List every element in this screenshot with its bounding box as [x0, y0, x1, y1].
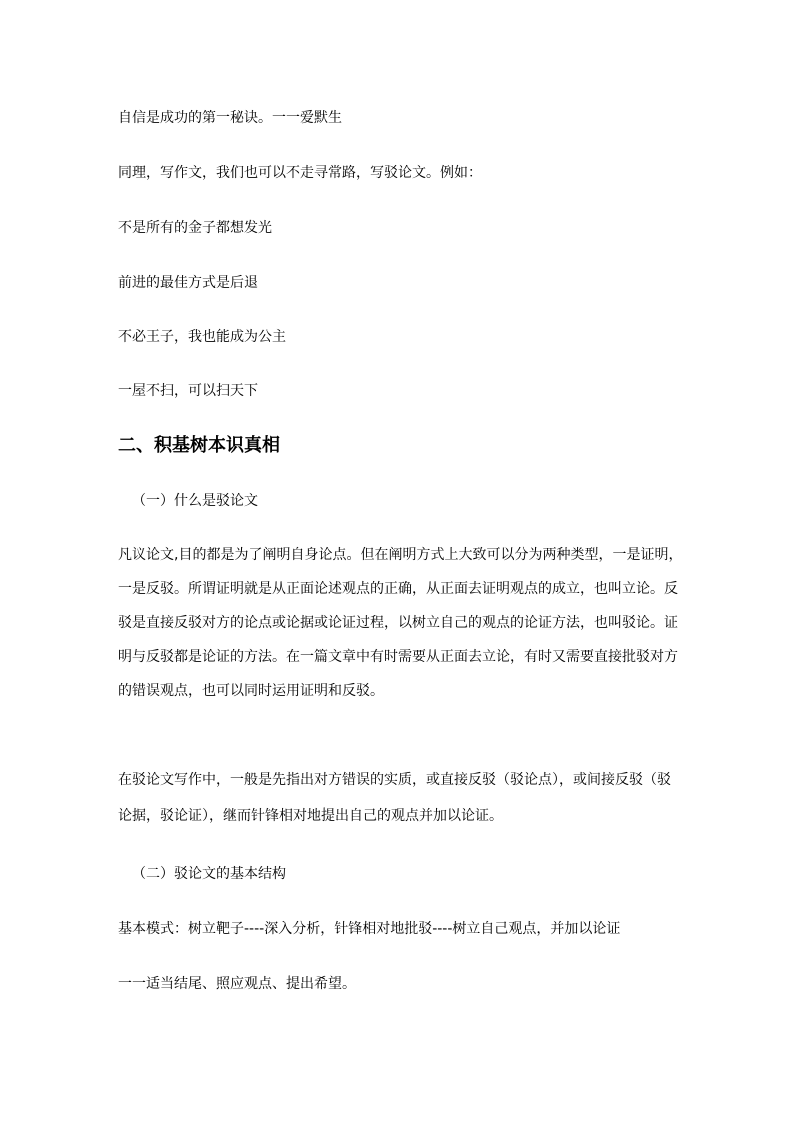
intro-line: 同理，写作文，我们也可以不走寻常路，写驳论文。例如：: [118, 165, 482, 181]
paragraph-line: 的错误观点，也可以同时运用证明和反驳。: [118, 683, 384, 699]
example-line: 不必王子，我也能成为公主: [118, 329, 286, 345]
paragraph-line: 明与反驳都是论证的方法。在一篇文章中有时需要从正面去立论，有时又需要直接批驳对方: [118, 649, 678, 665]
example-line: 不是所有的金子都想发光: [118, 220, 272, 236]
quote-line: 自信是成功的第一秘诀。一一爱默生: [118, 110, 342, 126]
subsection-title: （一）什么是驳论文: [132, 493, 258, 509]
paragraph-line: 驳是直接反驳对方的论点或论据或论证过程，以树立自己的观点的论证方法，也叫驳论。证: [118, 615, 678, 631]
structure-line: 一一适当结尾、照应观点、提出希望。: [118, 976, 356, 992]
subsection-title: （二）驳论文的基本结构: [132, 866, 286, 882]
example-line: 一屋不扫，可以扫天下: [118, 383, 258, 399]
paragraph-line: 在驳论文写作中，一般是先指出对方错误的实质，或直接反驳（驳论点），或间接反驳（驳: [118, 772, 671, 788]
structure-line: 基本模式：树立靶子----深入分析，针锋相对地批驳----树立自己观点，并加以论证: [118, 921, 621, 937]
paragraph-line: 一是反驳。所谓证明就是从正面论述观点的正确，从正面去证明观点的成立，也叫立论。反: [118, 581, 678, 597]
section-heading: 二、积基树本识真相: [118, 435, 280, 456]
paragraph-method: [118, 770, 678, 826]
paragraph-line: 论据，驳论证），继而针锋相对地提出自己的观点并加以论证。: [118, 808, 503, 824]
paragraph-definition: [118, 545, 683, 701]
example-line: 前进的最佳方式是后退: [118, 275, 258, 291]
paragraph-line: 凡议论文,目的都是为了阐明自身论点。但在阐明方式上大致可以分为两种类型，一是证明，: [118, 547, 683, 563]
